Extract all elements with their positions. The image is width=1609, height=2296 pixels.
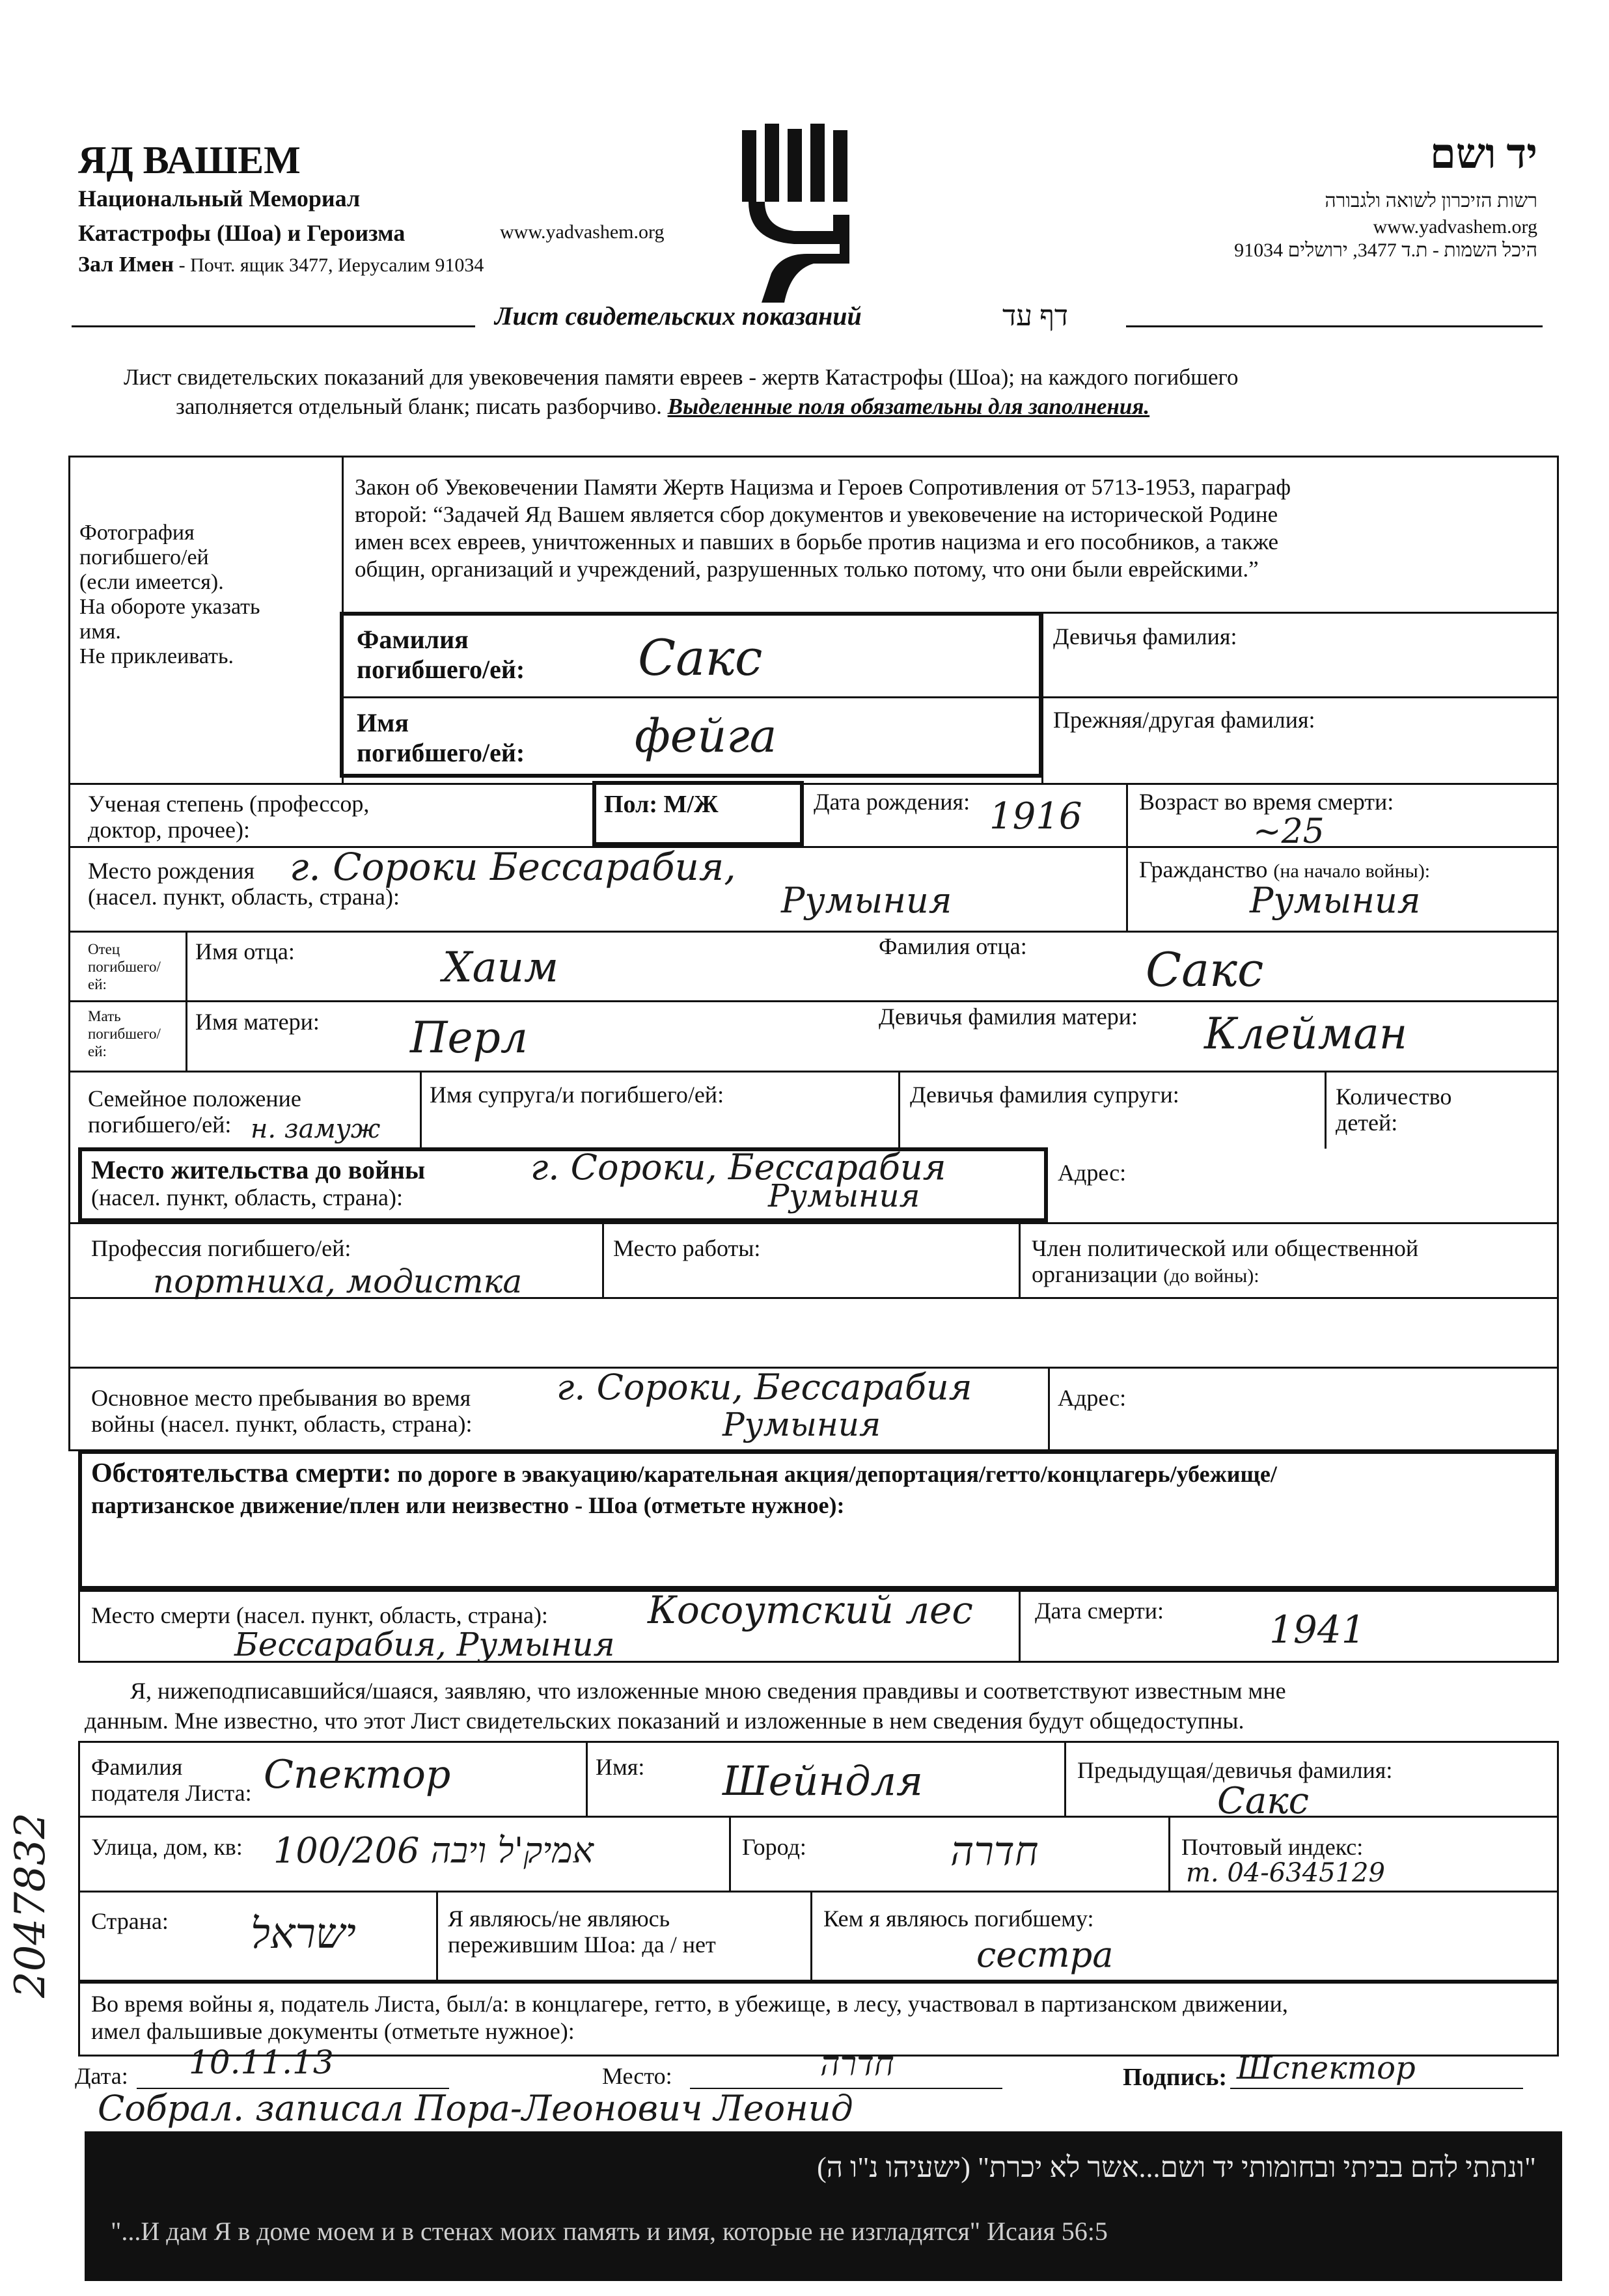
yad-vashem-logo-icon: [736, 124, 866, 306]
death-circumstances-label: [91, 1458, 1277, 1519]
birth-place-label-1: Место рождения: [88, 858, 255, 884]
workplace-divider: [602, 1222, 604, 1297]
mother-maiden-label: Девичья фамилия матери:: [879, 1004, 1138, 1030]
children-label: [1336, 1084, 1451, 1136]
relation-label: Кем я являюсь погибшему:: [823, 1906, 1094, 1932]
citizenship-label-main: Гражданство: [1139, 856, 1268, 882]
given-name-label: [357, 708, 525, 768]
org-url-right[interactable]: www.yadvashem.org: [1373, 216, 1537, 238]
sex-label[interactable]: Пол: М/Ж: [604, 791, 719, 818]
sub-name-field[interactable]: Шейндля: [722, 1757, 924, 1805]
submitter-rule-2: [78, 1891, 1559, 1893]
father-side-label: [88, 940, 161, 993]
quote-russian: "...И дам Я в доме моем и в стенах моих память и имя, которые не изгладятся" Исаия 56:5: [111, 2217, 1108, 2246]
age-field[interactable]: ~25: [1253, 812, 1325, 851]
death-circ-title: Обстоятельства смерти:: [91, 1458, 392, 1488]
profession-label: Профессия погибшего/ей:: [91, 1235, 351, 1261]
org-line1-he: רשות הזיכרון לשואה ולגבורה: [1325, 190, 1537, 212]
row-rule-7: [68, 1297, 1559, 1299]
birth-date-field[interactable]: 1916: [989, 795, 1082, 838]
children-divider: [1325, 1071, 1327, 1149]
mother-maiden-field[interactable]: Клейман: [1204, 1009, 1408, 1059]
photo-instructions: [79, 521, 260, 669]
death-circ-options-1[interactable]: по дороге в эвакуацию/карательная акция/депортация/гетто/концлагерь/убежище/: [391, 1461, 1277, 1487]
zip-divider: [1168, 1816, 1170, 1891]
residence-address-label: Адрес:: [1058, 1160, 1127, 1186]
law-line: Закон об Увековечении Памяти Жертв Нацизма и Героев Сопротивления от 5713-1953, параграф: [355, 474, 1291, 500]
org-address-ru: [78, 253, 484, 277]
father-side-line: ей:: [88, 976, 107, 992]
margin-number: 2047832: [7, 1812, 55, 1998]
birth-date-label: Дата рождения:: [814, 789, 970, 815]
children-label-1: Количество: [1336, 1084, 1452, 1110]
mother-side-label: [88, 1007, 161, 1060]
survivor-label-1: Я являюсь/не являюсь: [448, 1906, 670, 1932]
declaration-line-2: данным. Мне известно, что этот Лист свидетельских показаний и изложенные в нем сведения будут общедоступны.: [85, 1708, 1245, 1734]
father-name-field[interactable]: Хаим: [443, 944, 558, 992]
residence-field-line1[interactable]: г. Сороки, Бессарабия: [530, 1147, 946, 1188]
row-rule-5: [68, 1071, 1559, 1073]
birth-place-field-line2[interactable]: Румыния: [781, 880, 952, 921]
photo-text-line: На обороте указать: [79, 595, 260, 619]
bottom-quote-band: [85, 2131, 1562, 2281]
signature-field[interactable]: Шспектор: [1237, 2050, 1416, 2086]
mother-name-field[interactable]: Перл: [410, 1013, 528, 1063]
survivor-label-2: пережившим Шоа: да / нет: [448, 1932, 716, 1958]
form-title: Лист свидетельских показаний: [495, 301, 862, 331]
father-name-label: Имя отца:: [195, 938, 295, 964]
residence-label-1: Место жительства до войны: [91, 1155, 426, 1184]
marital-field[interactable]: н. замуж: [251, 1114, 381, 1144]
zip-label: Почтовый индекс:: [1181, 1834, 1364, 1860]
signature-underline: [1230, 2088, 1523, 2089]
death-circ-options-2[interactable]: партизанское движение/плен или неизвестно - Шоа (отметьте нужное):: [91, 1492, 845, 1518]
surname-name-divider: [342, 696, 1559, 698]
death-place-field-line2[interactable]: Бессарабия, Румыния: [234, 1626, 615, 1663]
survivor-label[interactable]: [448, 1906, 716, 1958]
death-place-field-line1[interactable]: Косоутский лес: [648, 1588, 973, 1632]
date-field[interactable]: 10.11.13: [189, 2043, 334, 2081]
residence-label-2: (насел. пункт, область, страна):: [91, 1184, 404, 1210]
sub-name-label: Имя:: [596, 1754, 645, 1780]
citizenship-divider: [1126, 846, 1128, 931]
other-surname-label: Прежняя/другая фамилия:: [1053, 707, 1315, 733]
member-label: [1032, 1235, 1418, 1289]
member-label-small: (до войны):: [1163, 1265, 1259, 1287]
degree-label: [88, 791, 369, 843]
profession-field[interactable]: портниха, модистка: [153, 1263, 523, 1300]
street-label: Улица, дом, кв:: [91, 1834, 243, 1860]
citizenship-label-small: (на начало войны):: [1273, 860, 1431, 882]
degree-label-1: Ученая степень (профессор,: [88, 791, 370, 817]
law-line: общин, организаций и учреждений, разрушенных только потому, что они были еврейскими.”: [355, 556, 1259, 582]
surname-label: [357, 625, 525, 685]
age-divider: [1126, 783, 1128, 848]
zip-field[interactable]: т. 04-6345129: [1186, 1858, 1385, 1888]
org-line2-ru: Катастрофы (Шоа) и Героизма: [78, 220, 406, 246]
city-label: Город:: [742, 1834, 806, 1860]
place-field[interactable]: חדרה: [820, 2045, 894, 2084]
org-line1-ru: Национальный Мемориал: [78, 185, 361, 212]
org-title-ru: ЯД ВАШЕМ: [78, 139, 301, 182]
wartime-address-label: Адрес:: [1058, 1385, 1127, 1411]
father-side-line: погибшего/: [88, 959, 161, 975]
surname-label-1: Фамилия: [357, 625, 469, 654]
during-war-line-1: Во время войны я, податель Листа, был/а: в концлагере, гетто, в убежище, в лесу, участвовал в партизанском движении,: [91, 1991, 1288, 2017]
row-rule-1: [68, 783, 1559, 785]
sub-prev-field[interactable]: Сакс: [1217, 1780, 1310, 1822]
birth-place-field-line1[interactable]: г. Сороки Бессарабия,: [290, 845, 736, 889]
sub-surname-label-1: Фамилия: [91, 1754, 183, 1780]
surname-field[interactable]: Сакс: [638, 629, 763, 687]
degree-label-2: доктор, прочее):: [88, 817, 250, 843]
birth-place-label-2: (насел. пункт, область, страна):: [88, 884, 400, 910]
given-name-label-2: погибшего/ей:: [357, 738, 525, 767]
death-date-field[interactable]: 1941: [1269, 1607, 1366, 1652]
member-label-2: организации: [1032, 1261, 1158, 1287]
law-line: второй: “Задачей Яд Вашем является сбор документов и увековечение на исторической Родине: [355, 502, 1278, 527]
father-surname-label: Фамилия отца:: [879, 933, 1027, 959]
hall-address: - Почт. ящик 3477, Иерусалим 91034: [174, 254, 484, 276]
mother-name-label: Имя матери:: [195, 1009, 320, 1035]
wartime-label-1: Основное место пребывания во время: [91, 1385, 471, 1411]
wartime-field-line2[interactable]: Румыния: [722, 1406, 881, 1443]
hall-of-names: Зал Имен: [78, 253, 174, 277]
surname-label-2: погибшего/ей:: [357, 655, 525, 684]
quote-hebrew: "ונתתי להם בביתי ובחומותי יד ושם...אשר לא יכרת" (ישעיהו נ"ו ה): [817, 2152, 1536, 2183]
wartime-address-divider: [1048, 1367, 1050, 1451]
spouse-name-label: Имя супруга/и погибшего/ей:: [430, 1082, 724, 1108]
survivor-divider: [436, 1891, 438, 1982]
children-label-2: детей:: [1336, 1110, 1398, 1136]
city-divider: [729, 1816, 731, 1891]
sub-surname-label-2: подателя Листа:: [91, 1780, 252, 1806]
form-title-he: דף עד: [1002, 300, 1069, 332]
maiden-name-label: Девичья фамилия:: [1053, 623, 1237, 649]
photo-text-line: (если имеется).: [79, 570, 224, 594]
law-text: [355, 474, 1291, 583]
sub-surname-label: [91, 1754, 252, 1806]
death-date-label: Дата смерти:: [1035, 1598, 1164, 1624]
right-col-divider: [1041, 612, 1043, 784]
row-rule-6: [68, 1222, 1559, 1224]
declaration-line-1: Я, нижеподписавшийся/шаяся, заявляю, что изложенные мною сведения правдивы и соответствуют известным мне: [130, 1678, 1286, 1704]
death-place-label: Место смерти (насел. пункт, область, страна):: [91, 1602, 548, 1628]
citizenship-field[interactable]: Румыния: [1250, 880, 1421, 921]
photo-text-line: имя.: [79, 620, 121, 644]
row-rule-4: [68, 1000, 1559, 1002]
member-divider: [1019, 1222, 1021, 1297]
intro-line1: Лист свидетельских показаний для увековечения памяти евреев - жертв Катастрофы (Шоа); на каждого погибшего: [124, 364, 1239, 390]
given-name-field[interactable]: фейга: [635, 709, 777, 763]
sub-prev-label: Предыдущая/девичья фамилия:: [1077, 1757, 1393, 1783]
member-label-1: Член политической или общественной: [1032, 1235, 1419, 1261]
relation-field[interactable]: сестра: [976, 1934, 1114, 1975]
photo-text-line: Не приклеивать.: [79, 644, 234, 668]
father-surname-field[interactable]: Сакс: [1146, 942, 1264, 997]
during-war-text[interactable]: [91, 1990, 1288, 2045]
photo-text-line: Фотография: [79, 521, 195, 545]
wartime-label-2: войны (насел. пункт, область, страна):: [91, 1411, 473, 1437]
marital-label-2: погибшего/ей:: [88, 1112, 232, 1138]
intro-line2-bold: Выделенные поля обязательны для заполнения.: [667, 394, 1150, 419]
intro-line2: [176, 394, 1149, 420]
residence-label: [91, 1156, 425, 1210]
date-label: Дата:: [75, 2063, 128, 2089]
title-rule-left: [72, 325, 475, 327]
workplace-label: Место работы:: [613, 1235, 761, 1261]
submitter-rule-1: [78, 1816, 1559, 1818]
country-label: Страна:: [91, 1908, 169, 1934]
org-line3-he: היכל השמות - ת.ד 3477, ירושלים 91034: [1234, 239, 1537, 261]
death-date-divider: [1019, 1590, 1021, 1663]
collected-note: Собрал. записал Пора-Леонович Леонид: [98, 2088, 853, 2129]
city-field[interactable]: חדרה: [950, 1827, 1039, 1875]
org-title-he: יד ושם: [1429, 131, 1537, 177]
father-side-line: Отец: [88, 941, 120, 957]
photo-text-line: погибшего/ей: [79, 545, 209, 569]
org-url-left[interactable]: www.yadvashem.org: [500, 221, 665, 243]
mother-side-line: ей:: [88, 1043, 107, 1059]
residence-field-line2[interactable]: Румыния: [768, 1178, 920, 1214]
during-war-line-2: имел фальшивые документы (отметьте нужное):: [91, 2018, 575, 2044]
mother-side-line: погибшего/: [88, 1026, 161, 1042]
mother-side-line: Мать: [88, 1008, 121, 1024]
wartime-field-line1[interactable]: г. Сороки, Бессарабия: [557, 1367, 972, 1408]
row-rule-3: [68, 931, 1559, 933]
relation-divider: [810, 1891, 812, 1982]
sub-surname-field[interactable]: Спектор: [264, 1752, 451, 1797]
place-label: Место:: [602, 2063, 672, 2089]
spouse-maiden-divider: [898, 1071, 900, 1149]
street-field[interactable]: 100/206 אמיק'ל ויבה: [273, 1830, 594, 1871]
sub-name-divider: [586, 1741, 588, 1816]
law-line: имен всех евреев, уничтоженных и павших в борьбе против нацизма и его пособников, а также: [355, 529, 1279, 554]
signature-label: Подпись:: [1123, 2064, 1228, 2091]
declaration-text: [85, 1676, 1286, 1736]
marital-label-1: Семейное положение: [88, 1086, 301, 1112]
intro-line2-plain: заполняется отдельный бланк; писать разборчиво.: [176, 394, 668, 419]
given-name-label-1: Имя: [357, 708, 409, 737]
age-label: Возраст во время смерти:: [1139, 789, 1394, 815]
country-field[interactable]: ישראל: [251, 1910, 356, 1958]
wartime-label: [91, 1385, 473, 1437]
spouse-maiden-label: Девичья фамилия супруги:: [910, 1082, 1179, 1108]
title-rule-right: [1126, 325, 1543, 327]
spouse-divider: [420, 1071, 422, 1149]
sub-prev-divider: [1064, 1741, 1066, 1816]
